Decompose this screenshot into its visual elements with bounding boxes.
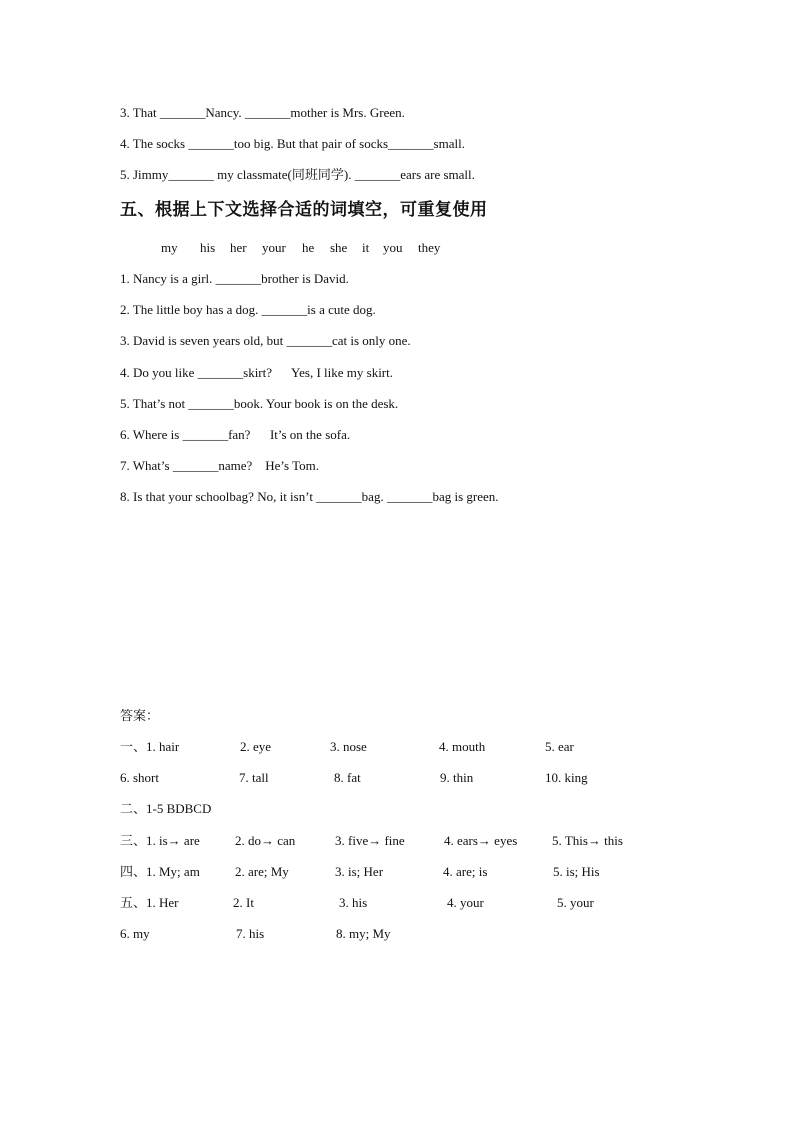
answer-item: 3. nose: [330, 739, 367, 754]
word-bank-item: you: [383, 240, 403, 255]
word-bank-item: his: [200, 240, 216, 255]
answer-item: 6. my: [120, 926, 150, 941]
answer-item: 2. do→ can: [235, 833, 296, 848]
question-line: 1. Nancy is a girl. _______brother is David.: [120, 271, 349, 286]
word-bank-item: her: [230, 240, 247, 255]
answer-item: 一、1. hair: [120, 739, 180, 754]
question-line: 3. David is seven years old, but _______cat is only one.: [120, 333, 411, 348]
question-line: 5. That’s not _______book. Your book is on the desk.: [120, 396, 399, 411]
exercise-line: 4. The socks _______too big. But that pair of socks_______small.: [120, 136, 465, 151]
answer-item: 6. short: [120, 770, 159, 785]
answer-item: 3. his: [339, 895, 368, 910]
answer-item: 5. your: [557, 895, 594, 910]
answer-item: 10. king: [545, 770, 588, 785]
question-line: 6. Where is _______fan? It’s on the sofa.: [120, 427, 351, 442]
answer-item: 2. are; My: [235, 864, 289, 879]
word-bank-item: it: [362, 240, 370, 255]
answer-item: 四、1. My; am: [120, 864, 200, 879]
word-bank-item: he: [302, 240, 315, 255]
question-line: 8. Is that your schoolbag? No, it isn’t _______bag. _______bag is green.: [120, 489, 499, 504]
answer-item: 4. mouth: [439, 739, 486, 754]
word-bank-item: my: [161, 240, 178, 255]
answer-item: 5. This→ this: [552, 833, 623, 848]
question-line: 7. What’s _______name? He’s Tom.: [120, 458, 319, 473]
exercise-line: 3. That _______Nancy. _______mother is Mrs. Green.: [120, 105, 405, 120]
section-heading: 五、根据上下文选择合适的词填空，可重复使用: [120, 200, 488, 220]
word-bank-item: she: [330, 240, 348, 255]
answer-item: 4. are; is: [443, 864, 488, 879]
answer-item: 3. five→ fine: [335, 833, 405, 848]
answer-item: 9. thin: [440, 770, 474, 785]
answer-item: 7. tall: [239, 770, 269, 785]
answer-item: 五、1. Her: [120, 895, 179, 910]
answer-item: 3. is; Her: [335, 864, 384, 879]
answer-item: 5. is; His: [553, 864, 600, 879]
word-bank-item: they: [418, 240, 441, 255]
answer-item: 4. your: [447, 895, 484, 910]
exercise-line: 5. Jimmy_______ my classmate(同班同学). _______ears are small.: [120, 167, 475, 182]
answer-item: 8. my; My: [336, 926, 391, 941]
question-line: 2. The little boy has a dog. _______is a cute dog.: [120, 302, 376, 317]
word-bank-item: your: [262, 240, 286, 255]
answer-item: 2. It: [233, 895, 254, 910]
answers-title: 答案：: [120, 708, 160, 723]
answer-item: 二、1-5 BDBCD: [120, 801, 212, 816]
answer-item: 7. his: [236, 926, 265, 941]
answer-item: 2. eye: [240, 739, 272, 754]
answer-item: 三、1. is→ are: [120, 833, 200, 848]
question-line: 4. Do you like _______skirt? Yes, I like my skirt.: [120, 365, 393, 380]
answer-item: 4. ears→ eyes: [444, 833, 518, 848]
answer-item: 8. fat: [334, 770, 361, 785]
answer-item: 5. ear: [545, 739, 574, 754]
